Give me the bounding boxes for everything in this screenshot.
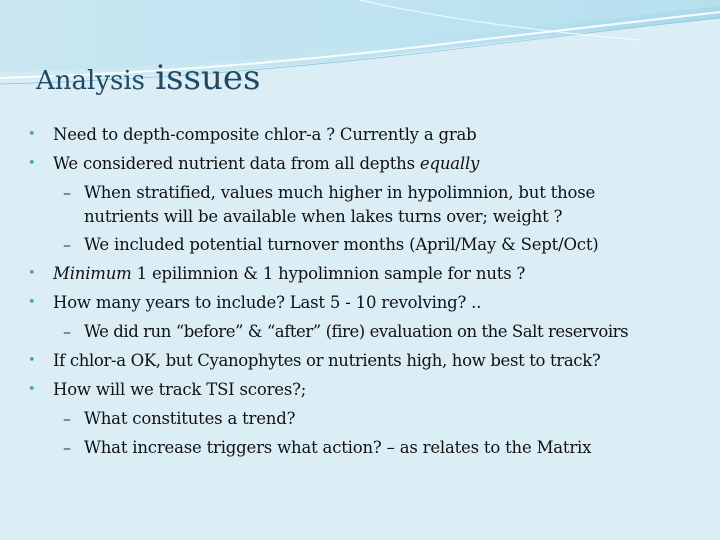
bullet-text xyxy=(53,124,477,146)
line-text: When stratified, values much higher in hypolimnion, but those xyxy=(84,183,596,202)
sub-bullet-text xyxy=(84,321,628,343)
bullet-dot-icon: • xyxy=(28,353,36,368)
sub-bullet-text xyxy=(84,182,595,204)
bullet-dot-icon: • xyxy=(28,295,36,310)
dash-icon: – xyxy=(63,438,71,457)
bullet-text xyxy=(53,292,481,314)
dash-icon: – xyxy=(63,183,71,202)
bullet-text xyxy=(53,263,525,285)
line-text: Need to depth-composite chlor-a ? Currently a grab xyxy=(53,125,477,144)
line-emphasis: Minimum xyxy=(53,264,132,283)
line-text: What increase triggers what action? – as relates to the Matrix xyxy=(84,438,592,457)
line-emphasis: equally xyxy=(419,154,480,173)
line-text: What constitutes a trend? xyxy=(84,409,296,428)
dash-icon: – xyxy=(63,409,71,428)
dash-icon: – xyxy=(63,235,71,254)
bullet-dot-icon: • xyxy=(28,266,36,281)
line-text: We did run “before” & “after” (fire) evaluation on the Salt reservoirs xyxy=(84,322,629,341)
bullet-text xyxy=(53,350,600,372)
line-text: If chlor-a OK, but Cyanophytes or nutrients high, how best to track? xyxy=(53,351,601,370)
line-text: We included potential turnover months (April/May & Sept/Oct) xyxy=(84,235,599,254)
dash-icon: – xyxy=(63,322,71,341)
bullet-dot-icon: • xyxy=(28,156,36,171)
title-word-issues: issues xyxy=(155,58,261,98)
bullet-text xyxy=(53,153,479,175)
line-text: We considered nutrient data from all depths xyxy=(53,154,420,173)
line-text: nutrients will be available when lakes turns over; weight ? xyxy=(84,207,563,226)
sub-bullet-text xyxy=(84,408,295,430)
sub-bullet-text xyxy=(84,234,599,256)
bullet-dot-icon: • xyxy=(28,382,36,397)
sub-bullet-text xyxy=(84,206,562,228)
title-word-analysis: Analysis xyxy=(36,66,146,96)
line-text: How will we track TSI scores?; xyxy=(53,380,307,399)
sub-bullet-text xyxy=(84,437,591,459)
bullet-dot-icon: • xyxy=(28,127,36,142)
bullet-text xyxy=(53,379,306,401)
line-text: How many years to include? Last 5 - 10 revolving? .. xyxy=(53,293,482,312)
line-text: 1 epilimnion & 1 hypolimnion sample for nuts ? xyxy=(131,264,526,283)
